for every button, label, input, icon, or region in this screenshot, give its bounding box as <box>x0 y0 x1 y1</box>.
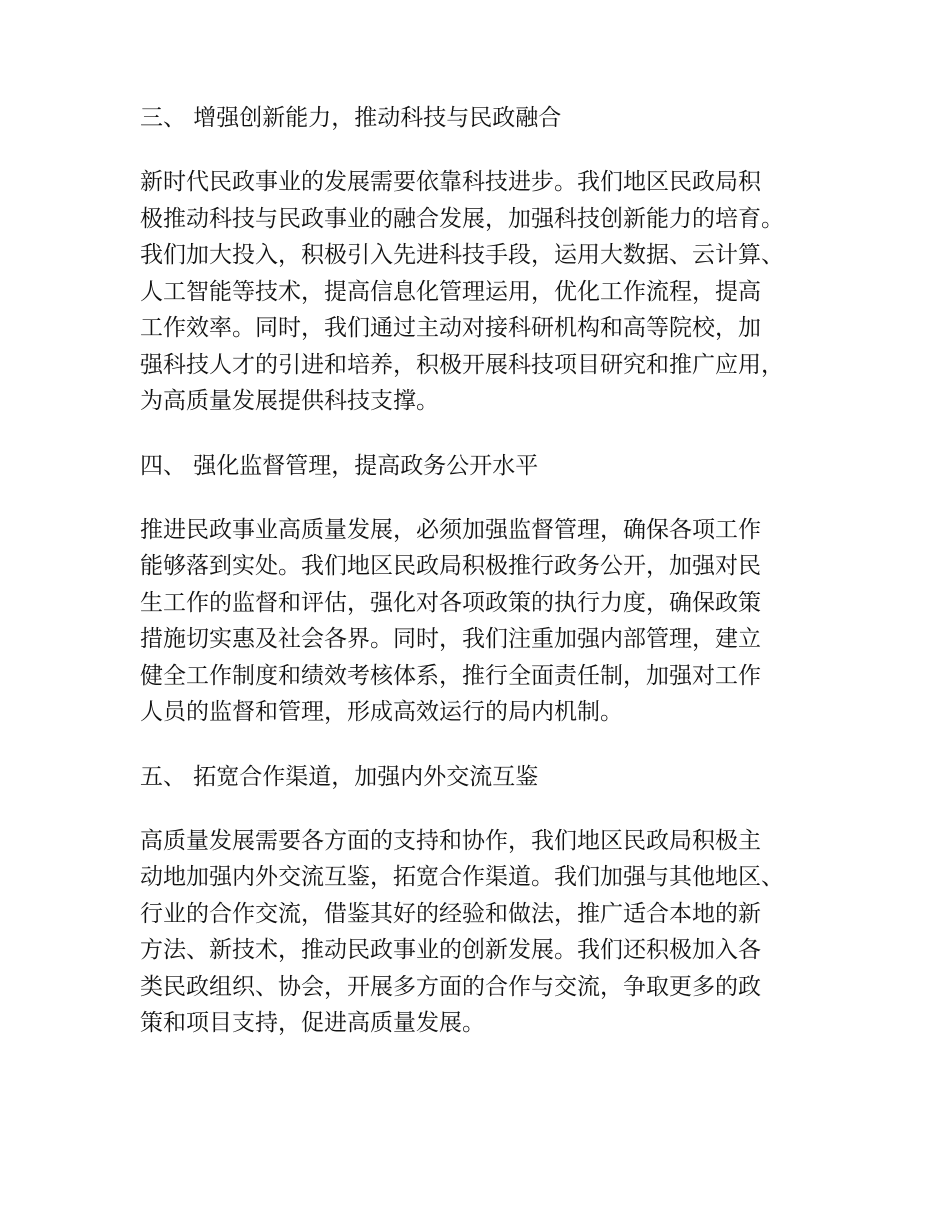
section-innovation <box>140 100 830 420</box>
section-supervision <box>140 448 830 731</box>
paragraph-line: 新时代民政事业的发展需要依靠科技进步。我们地区民政局积 <box>140 169 761 195</box>
paragraph-line: 行业的合作交流，借鉴其好的经验和做法，推广适合本地的新 <box>140 900 761 927</box>
paragraph-line: 高质量发展需要各方面的支持和协作，我们地区民政局积极主 <box>140 827 761 854</box>
section-paragraph <box>140 512 830 731</box>
paragraph-line: 方法、新技术，推动民政事业的创新发展。我们还积极加入各 <box>140 937 761 963</box>
paragraph-line: 极推动科技与民政事业的融合发展，加强科技创新能力的培育。 <box>140 205 784 232</box>
paragraph-line: 策和项目支持，促进高质量发展。 <box>140 1010 485 1036</box>
section-paragraph <box>140 823 830 1042</box>
paragraph-line: 动地加强内外交流互鉴，拓宽合作渠道。我们加强与其他地区、 <box>140 864 784 890</box>
paragraph-line: 能够落到实处。我们地区民政局积极推行政务公开，加强对民 <box>140 553 761 579</box>
paragraph-line: 人员的监督和管理，形成高效运行的局内机制。 <box>140 699 623 725</box>
section-heading: 五、 拓宽合作渠道，加强内外交流互鉴 <box>140 763 539 790</box>
section-cooperation <box>140 759 830 1042</box>
paragraph-line: 生工作的监督和评估，强化对各项政策的执行力度，确保政策 <box>140 589 761 616</box>
section-paragraph <box>140 164 830 420</box>
paragraph-line: 强科技人才的引进和培养，积极开展科技项目研究和推广应用， <box>140 351 784 378</box>
paragraph-line: 我们加大投入，积极引入先进科技手段，运用大数据、云计算、 <box>140 242 784 268</box>
section-heading: 四、 强化监督管理，提高政务公开水平 <box>140 452 539 479</box>
paragraph-line: 推进民政事业高质量发展，必须加强监督管理，确保各项工作 <box>140 516 761 543</box>
document-page <box>140 100 830 1070</box>
paragraph-line: 措施切实惠及社会各界。同时，我们注重加强内部管理，建立 <box>140 626 761 652</box>
paragraph-line: 为高质量发展提供科技支撑。 <box>140 388 439 414</box>
section-heading: 三、 增强创新能力，推动科技与民政融合 <box>140 105 562 131</box>
paragraph-line: 工作效率。同时，我们通过主动对接科研机构和高等院校，加 <box>140 315 761 341</box>
paragraph-line: 类民政组织、协会，开展多方面的合作与交流，争取更多的政 <box>140 973 761 1000</box>
paragraph-line: 人工智能等技术，提高信息化管理运用，优化工作流程，提高 <box>140 278 761 305</box>
paragraph-line: 健全工作制度和绩效考核体系，推行全面责任制，加强对工作 <box>140 662 761 689</box>
